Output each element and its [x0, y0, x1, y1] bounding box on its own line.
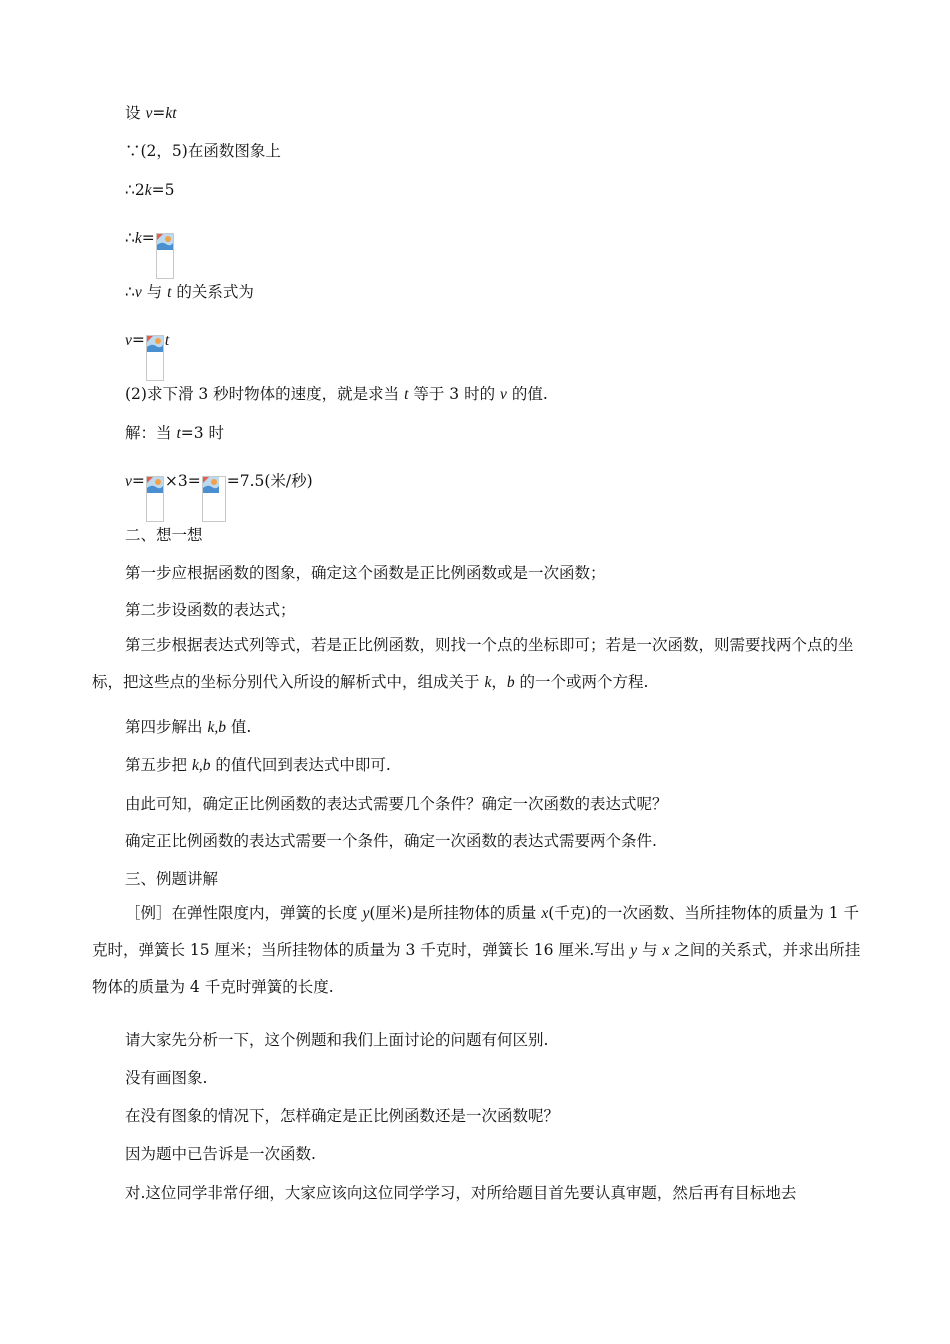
text: = [131, 331, 145, 349]
line-point-on-graph: ∵(2，5)在函数图象上 [125, 142, 281, 160]
text: 与 [637, 941, 663, 959]
text: 值. [225, 718, 252, 736]
text: = [141, 229, 155, 247]
text: ， [491, 673, 507, 691]
text: 设 [125, 104, 146, 122]
example-problem [92, 895, 862, 1006]
text: 的值代回到表达式中即可. [210, 756, 391, 774]
var-v: v [125, 473, 132, 490]
line-v-equals-fraction-t [125, 330, 169, 381]
step-4 [125, 717, 251, 738]
line-part-2-question [125, 384, 548, 405]
var-v: v [145, 105, 153, 122]
text: 的值. [506, 385, 548, 403]
broken-image-icon [146, 335, 164, 381]
line-solution-t-3 [125, 423, 224, 444]
text: 与 [141, 283, 168, 301]
var-kt: kt [165, 105, 177, 122]
broken-image-icon [202, 476, 226, 522]
text: =7.5(米/秒) [226, 472, 313, 490]
var-v: v [500, 386, 507, 403]
text: ∴ [125, 229, 135, 247]
text: (2)求下滑 3 秒时物体的速度，就是求当 [125, 385, 405, 403]
question-conditions: 由此可知，确定正比例函数的表达式需要几个条件？确定一次函数的表达式呢？ [125, 795, 668, 813]
var-k: k [134, 230, 142, 247]
step-3 [92, 627, 862, 701]
closing-remark: 对.这位同学非常仔细，大家应该向这位同学学习，对所给题目首先要认真审题，然后再有目标地去 [125, 1184, 797, 1202]
var-t: t [404, 386, 409, 403]
line-set-v-kt [125, 103, 177, 124]
text: =5 [151, 181, 175, 199]
text: = [131, 472, 145, 490]
line-v-result [125, 471, 313, 522]
var-v: v [125, 332, 132, 349]
text: (千克)的一次函数、当所挂物体的质量为 1 千克时，弹簧长 15 厘米；当所挂物体的质量为 3 千克时，弹簧长 16 厘米.写出 [92, 904, 860, 959]
line-v-t-relation [125, 282, 254, 303]
answer-linear: 因为题中已告诉是一次函数. [125, 1145, 316, 1163]
text: ［例］在弹性限度内，弹簧的长度 [125, 904, 363, 922]
broken-image-icon [146, 476, 164, 522]
text: = [152, 104, 166, 122]
broken-image-icon [156, 233, 174, 279]
var-b: b [506, 674, 515, 691]
var-kb: k,b [191, 757, 211, 774]
step-2: 第二步设函数的表达式； [125, 601, 296, 619]
question-difference: 请大家先分析一下，这个例题和我们上面讨论的问题有何区别. [125, 1031, 549, 1049]
question-which-function: 在没有图象的情况下，怎样确定是正比例函数还是一次函数呢？ [125, 1107, 560, 1125]
answer-conditions: 确定正比例函数的表达式需要一个条件，确定一次函数的表达式需要两个条件. [125, 832, 657, 850]
var-x: x [662, 942, 670, 959]
var-v: v [134, 284, 142, 301]
text: 第五步把 [125, 756, 192, 774]
answer-no-graph: 没有画图象. [125, 1069, 208, 1087]
text: 之间的关系式，并求出所挂物体的质量为 4 千克时弹簧的长度. [92, 941, 861, 996]
text: 第四步解出 [125, 718, 208, 736]
text: ∴ [125, 283, 135, 301]
var-x: x [541, 905, 549, 922]
var-k: k [144, 182, 152, 199]
line-k-equals-fraction [125, 228, 175, 279]
var-t: t [176, 425, 181, 442]
step-1: 第一步应根据函数的图象，确定这个函数是正比例函数或是一次函数； [125, 564, 606, 582]
text: 的关系式为 [171, 283, 254, 301]
var-t: t [167, 284, 172, 301]
text: 的一个或两个方程. [514, 673, 649, 691]
step-5 [125, 755, 391, 776]
text: 解：当 [125, 424, 177, 442]
var-y: y [630, 942, 638, 959]
var-t: t [164, 332, 170, 349]
text: =3 时 [180, 424, 225, 442]
text: ∴2 [125, 181, 145, 199]
text: ×3= [164, 472, 201, 490]
var-y: y [362, 905, 370, 922]
section-heading-example: 三、例题讲解 [125, 870, 219, 888]
section-heading-think: 二、想一想 [125, 526, 203, 544]
text: 第三步根据表达式列等式，若是正比例函数，则找一个点的坐标即可；若是一次函数，则需要找两个点的坐标，把这些点的坐标分别代入所设的解析式中，组成关于 [92, 636, 854, 691]
text: (厘米)是所挂物体的质量 [369, 904, 542, 922]
var-k: k [484, 674, 492, 691]
var-kb: k,b [207, 719, 226, 736]
line-2k-eq-5 [125, 180, 174, 201]
text: 等于 3 时的 [408, 385, 500, 403]
